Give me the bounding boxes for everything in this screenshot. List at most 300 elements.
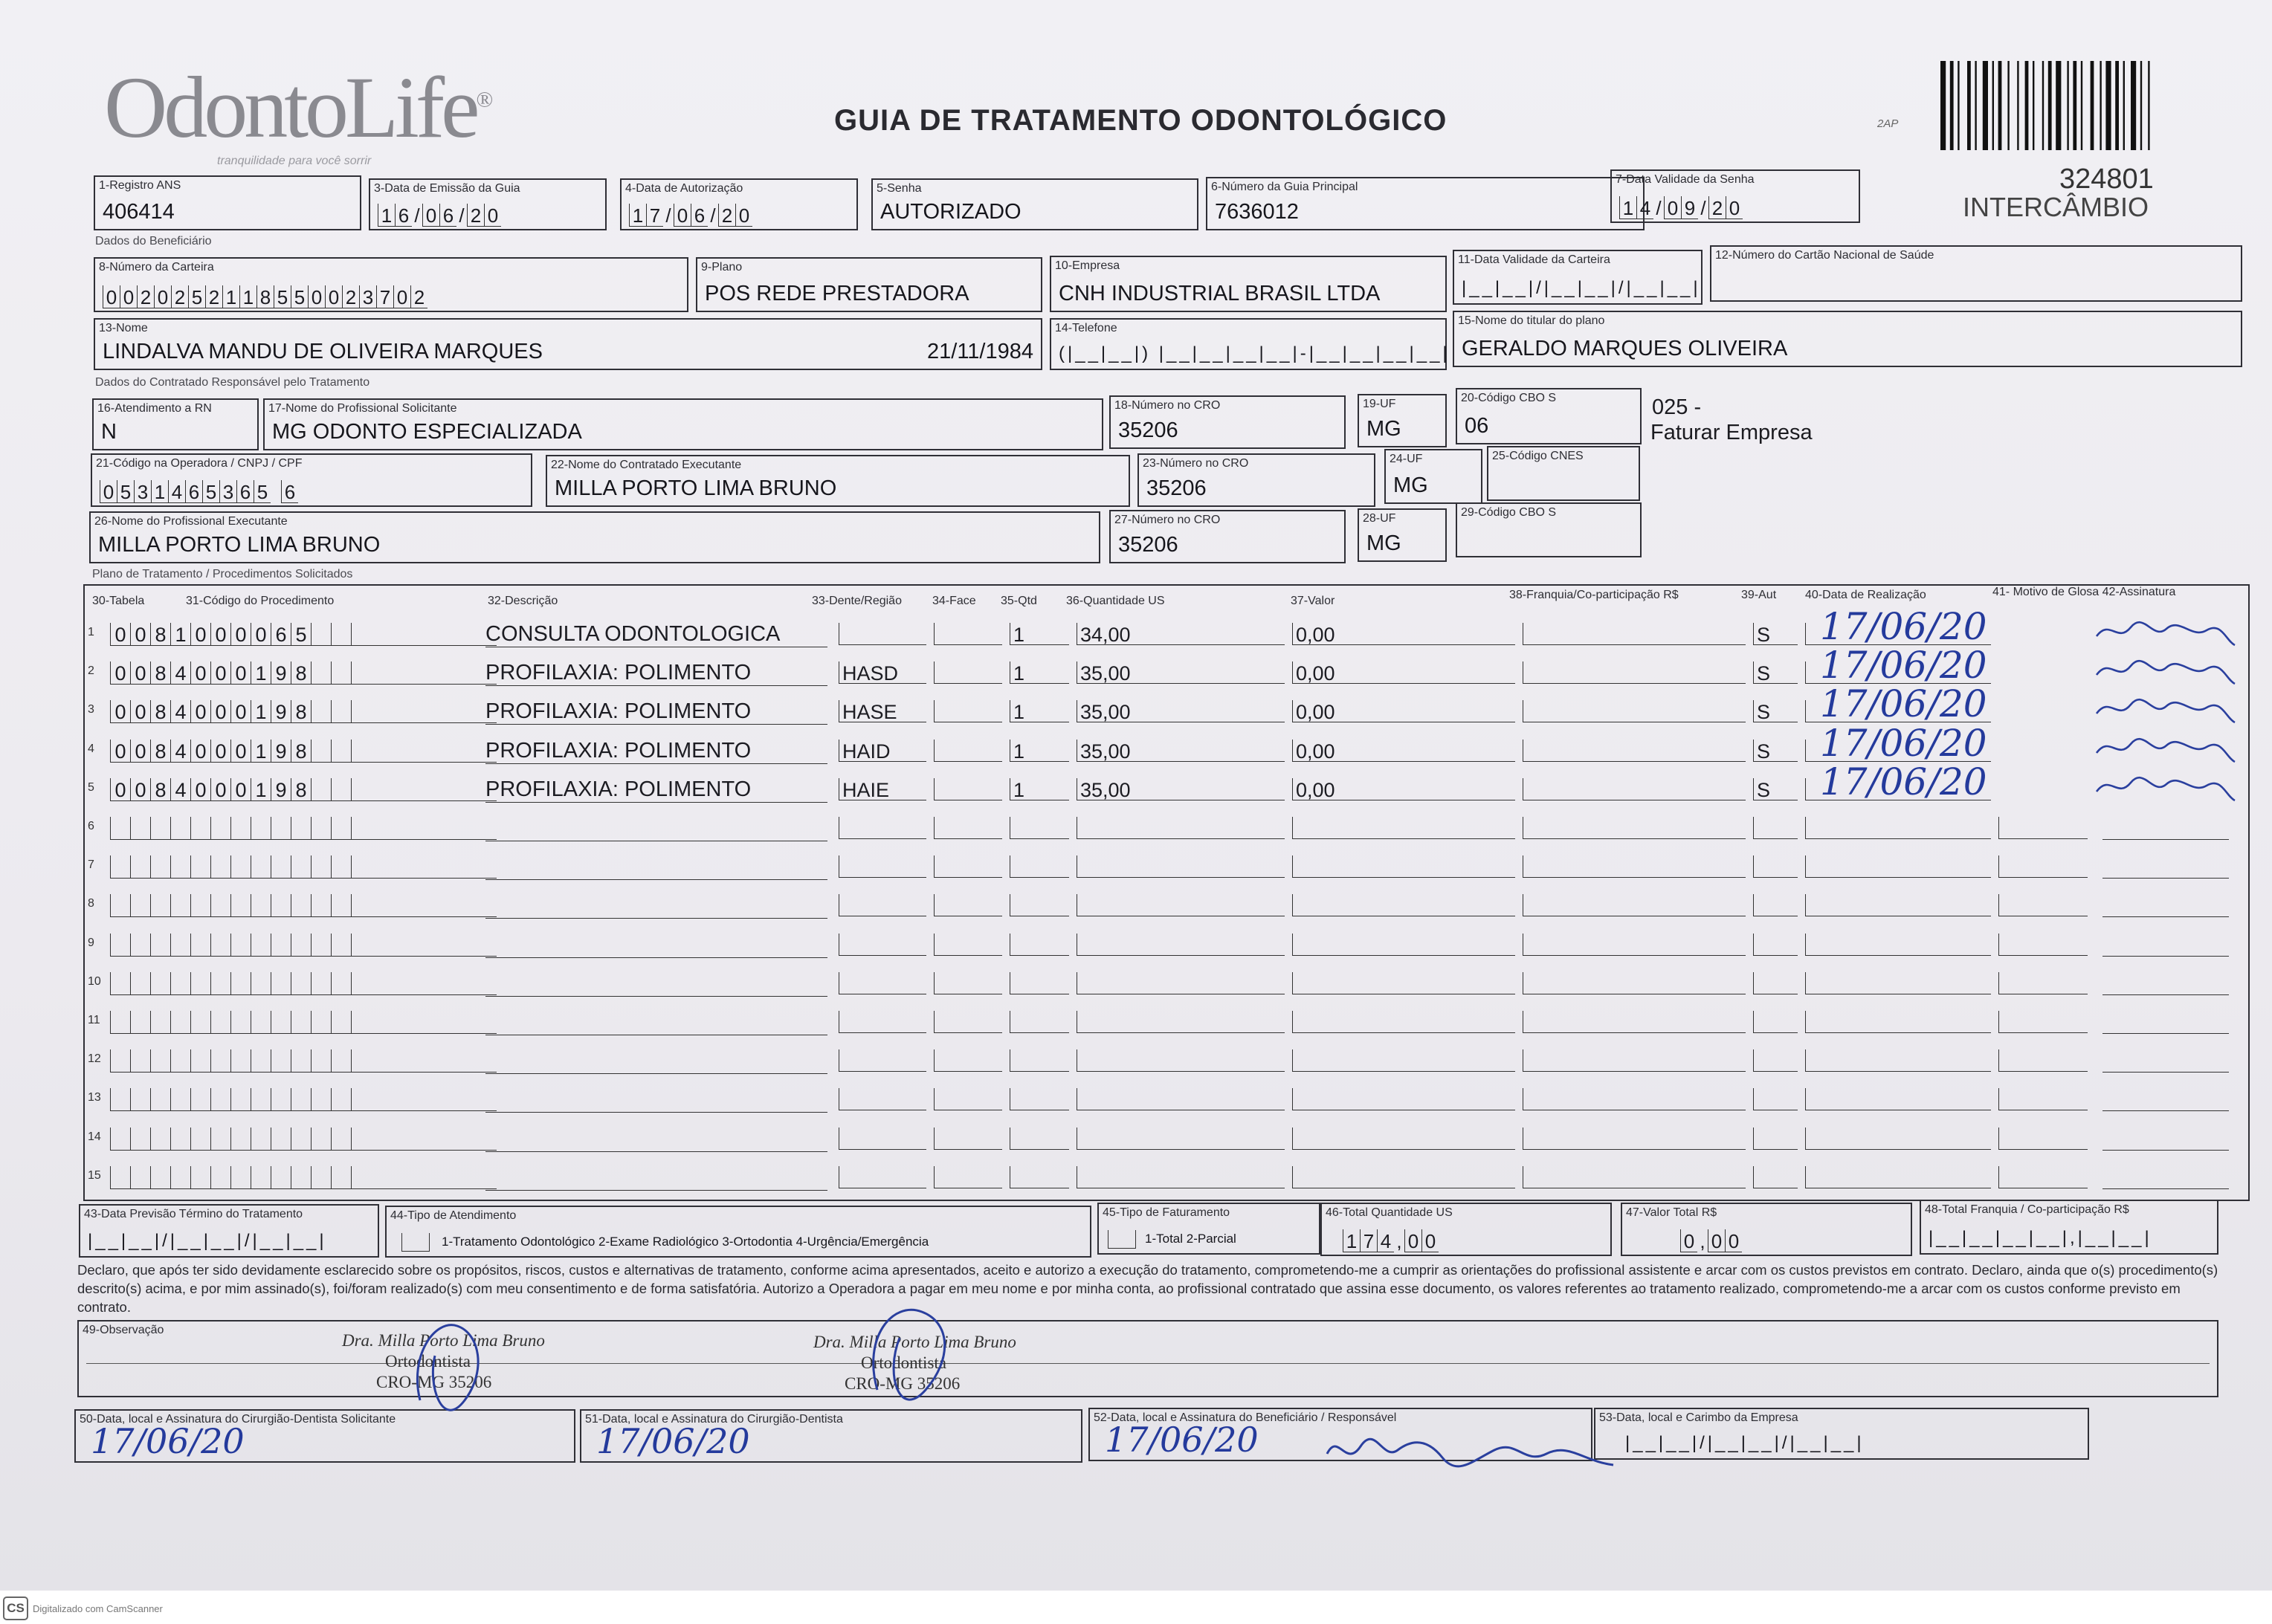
camscanner-logo: CS: [3, 1596, 28, 1620]
field-tipo-atendimento: [385, 1206, 1091, 1258]
digit-box: [210, 972, 230, 994]
digit-box: 5: [291, 285, 308, 308]
digit-box: [251, 1128, 271, 1150]
field-label: 23-Número no CRO: [1143, 457, 1249, 470]
digit-box: 8: [256, 285, 274, 308]
digit-box: [170, 1128, 190, 1150]
face: [934, 1128, 1002, 1150]
digit-box: 0: [230, 740, 251, 762]
digit-box: 6: [281, 480, 298, 503]
field-label: 44-Tipo de Atendimento: [390, 1209, 517, 1222]
procedure-code: [110, 661, 497, 685]
digit-box: [210, 1088, 230, 1110]
barcode-bar: [2048, 61, 2052, 150]
digit-box: 2: [718, 204, 735, 227]
digit-box: [351, 972, 371, 994]
digit-box: [351, 1128, 371, 1150]
signature-stroke: [2097, 777, 2235, 800]
empty-procedure-row: [88, 1081, 2244, 1119]
copay: [1523, 817, 1746, 839]
tooth-region: [839, 817, 926, 839]
digit-box: 1: [251, 740, 271, 762]
date-digits: [629, 204, 752, 227]
col-tabela: 30-Tabela: [92, 595, 145, 607]
digit-box: [311, 972, 331, 994]
digit-box: 2: [1708, 196, 1726, 219]
tooth-region: [839, 894, 926, 916]
tooth-region: [839, 1088, 926, 1110]
form-code: 324801: [2059, 164, 2154, 195]
digit-box: [271, 1049, 291, 1072]
digit-box: [190, 1088, 210, 1110]
digit-box: 8: [291, 778, 311, 800]
digit-box: [331, 1128, 351, 1150]
stamp-signature-2: [855, 1293, 959, 1405]
copay: [1523, 1011, 1746, 1033]
stamp-signature-1: [405, 1311, 494, 1415]
digit-box: [210, 894, 230, 916]
digit-box: [130, 1011, 150, 1033]
field-data-emissao: [369, 178, 607, 230]
digit-box: [210, 855, 230, 878]
empty-procedure-row: [88, 965, 2244, 1003]
field-value: 35206: [1146, 476, 1207, 500]
copay: [1523, 934, 1746, 956]
digit-box: [150, 1049, 170, 1072]
glosa: [1998, 1011, 2088, 1033]
field-carimbo-empresa: [1594, 1408, 2089, 1460]
quantity-us: [1077, 972, 1285, 994]
declaration-text: Declaro, que após ter sido devidamente esclarecido sobre os propósitos, riscos, custos e alternativas de tratamento, conforme acima apresentados, aceito e autorizo a execução do tratamento, comprometendo-me a cumprir as orientações do profissional assistente e arcar com os custos previstos em contrato. Declaro, ainda que o(s) procedimento(s) descrito(s) acima, e por mim assinado(s), foi/foram realizado(s) com meu consentimento e de forma satisfatória. Autorizo a Operadora a pagar em meu nome e por minha conta, ao profissional contratado que assina esse documento, os valores referentes ao tratamento realizado, comprometendo-me a arcar com os custos conforme previsto em contrato.: [77, 1262, 2218, 1315]
digit-box: 0: [325, 285, 342, 308]
field-value: 35206: [1118, 533, 1178, 557]
digit-box: 0: [1404, 1229, 1421, 1252]
procedure-code: [110, 623, 497, 646]
signature-line: [2102, 1188, 2229, 1189]
digit-box: [190, 894, 210, 916]
signature-line: [2102, 1150, 2229, 1151]
glosa: [1998, 817, 2088, 839]
digit-box: [291, 1166, 311, 1188]
digit-box: 0: [230, 623, 251, 645]
digit-box: [311, 1049, 331, 1072]
empty-procedure-row: [88, 1120, 2244, 1159]
digit-box: 1: [1619, 196, 1636, 219]
digit-box: 6: [439, 204, 456, 227]
digit-box: [311, 700, 331, 722]
signature-line: [2102, 878, 2229, 879]
digit-box: [351, 700, 371, 722]
col-dente: 33-Dente/Região: [812, 595, 902, 607]
field-label: 11-Data Validade da Carteira: [1458, 253, 1610, 266]
digit-box: [311, 1088, 331, 1110]
digit-box: [190, 1128, 210, 1150]
signature-line: [2102, 1033, 2229, 1034]
digit-box: [271, 1088, 291, 1110]
digit-box: 0: [1421, 1229, 1439, 1252]
digit-box: [351, 623, 371, 645]
handwritten-date: 17/06/20: [1820, 605, 1987, 648]
field-label: 20-Código CBO S: [1461, 392, 1557, 404]
field-cnes-25: [1487, 446, 1640, 501]
quantity: [1010, 1128, 1069, 1150]
procedure-description: [485, 1165, 827, 1191]
quantity: [1010, 972, 1069, 994]
digit-box: [150, 1088, 170, 1110]
digit-box: [110, 1011, 130, 1033]
digit-box: [251, 894, 271, 916]
section-beneficiario: Dados do Beneficiário: [95, 235, 212, 248]
field-guia-principal: [1206, 177, 1645, 230]
digit-box: [331, 934, 351, 956]
barcode-bar: [2131, 61, 2136, 150]
quantity: [1010, 894, 1069, 916]
quantity-us: 35,00: [1077, 700, 1285, 722]
signature-stroke: [2097, 622, 2235, 645]
handwritten-date: 17/06/20: [596, 1421, 750, 1461]
barcode-bar: [2100, 61, 2101, 150]
authorization: [1753, 855, 1798, 878]
field-assinatura-solicitante: [74, 1409, 575, 1463]
col-franquia: 38-Franquia/Co-participação R$: [1509, 589, 1679, 601]
digit-box: [130, 855, 150, 878]
digit-box: 9: [271, 740, 291, 762]
stamp-name: Dra. Milla Porto Lima Bruno: [342, 1331, 545, 1350]
authorization: S: [1753, 661, 1798, 684]
procedure-description: CONSULTA ODONTOLOGICA: [485, 621, 827, 647]
digit-box: /: [414, 204, 420, 227]
authorization: [1753, 1049, 1798, 1072]
value: [1292, 1088, 1515, 1110]
field-label: 6-Número da Guia Principal: [1211, 181, 1358, 193]
barcode-bar: [2081, 61, 2082, 150]
glosa: [1998, 934, 2088, 956]
digit-box: [130, 894, 150, 916]
field-profissional-solicitante: [263, 398, 1103, 450]
digit-box: 9: [271, 661, 291, 684]
glosa: [1998, 1049, 2088, 1072]
digit-box: 1: [251, 661, 271, 684]
face: [934, 740, 1002, 762]
glosa: [1998, 894, 2088, 916]
stamp-role: Ortodontista: [861, 1353, 946, 1372]
field-label: 26-Nome do Profissional Executante: [94, 515, 288, 528]
authorization: [1753, 817, 1798, 839]
field-label: 19-UF: [1363, 398, 1396, 410]
copay: [1523, 1088, 1746, 1110]
glosa: [1998, 855, 2088, 878]
value: 0,00: [1292, 661, 1515, 684]
digit-box: 0: [110, 740, 130, 762]
field-nome: [94, 318, 1042, 370]
digit-box: [311, 778, 331, 800]
digit-box: 1: [629, 204, 646, 227]
digit-box: [170, 817, 190, 839]
face: [934, 778, 1002, 800]
field-uf-24: [1384, 449, 1482, 504]
face: [934, 1166, 1002, 1188]
digit-box: 0: [110, 623, 130, 645]
tooth-region: HASD: [839, 661, 926, 684]
checkbox-tipo-atendimento[interactable]: [401, 1233, 430, 1252]
field-plano: [696, 257, 1042, 312]
copay: [1523, 1128, 1746, 1150]
field-label: 47-Valor Total R$: [1626, 1206, 1717, 1219]
realization-date: [1805, 855, 1991, 878]
field-value: MG: [1393, 473, 1428, 497]
digit-box: [271, 894, 291, 916]
digit-box: [230, 1049, 251, 1072]
digit-box: 0: [251, 623, 271, 645]
authorization: S: [1753, 778, 1798, 800]
tooth-region: [839, 855, 926, 878]
value: [1292, 855, 1515, 878]
quantity-us: [1077, 817, 1285, 839]
digit-box: [251, 1011, 271, 1033]
digit-box: 1: [170, 623, 190, 645]
digit-box: [150, 934, 170, 956]
col-data-realizacao: 40-Data de Realização: [1805, 589, 1926, 601]
digit-box: [311, 934, 331, 956]
digit-box: [291, 817, 311, 839]
digit-box: ,: [1396, 1230, 1402, 1252]
digit-box: [230, 894, 251, 916]
field-label: 43-Data Previsão Término do Tratamento: [84, 1208, 303, 1220]
empty-phone-mask: (|__|__|) |__|__|__|__|-|__|__|__|__|: [1059, 343, 1450, 363]
digit-box: 0: [130, 740, 150, 762]
field-total-franquia: [1920, 1200, 2218, 1255]
row-number: 10: [88, 974, 101, 988]
procedure-code: [110, 700, 497, 723]
digit-box: 0: [393, 285, 410, 308]
tooth-region: [839, 623, 926, 645]
authorization: [1753, 1128, 1798, 1150]
handwritten-date: 17/06/20: [1820, 682, 1987, 726]
digit-box: 0: [103, 285, 120, 308]
note-025: 025 -: [1652, 395, 1702, 419]
digit-box: [130, 1166, 150, 1188]
field-label: 14-Telefone: [1055, 322, 1117, 334]
digit-box: 7: [376, 285, 393, 308]
signature-line: [2102, 1110, 2229, 1111]
face: [934, 700, 1002, 722]
total-valor-digits: [1680, 1229, 1742, 1252]
stamp-name: Dra. Milla Porto Lima Bruno: [813, 1333, 1016, 1351]
digit-box: [291, 1011, 311, 1033]
value: 0,00: [1292, 740, 1515, 762]
digit-box: [210, 1011, 230, 1033]
field-value: MG ODONTO ESPECIALIZADA: [272, 420, 582, 444]
barcode-bar: [2033, 61, 2034, 150]
card-digits: [103, 285, 427, 308]
barcode-bar: [1940, 61, 1946, 150]
digit-box: 6: [395, 204, 412, 227]
digit-box: 1: [222, 285, 239, 308]
tooth-region: [839, 1128, 926, 1150]
field-label: 7-Data Validade da Senha: [1616, 173, 1755, 186]
field-label: 5-Senha: [877, 182, 922, 195]
digit-box: 0: [210, 740, 230, 762]
digit-box: [351, 661, 371, 684]
quantity-us: 35,00: [1077, 661, 1285, 684]
digit-box: /: [710, 204, 716, 227]
digit-box: 0: [422, 204, 439, 227]
face: [934, 623, 1002, 645]
quantity: 1: [1010, 661, 1069, 684]
digit-box: [311, 1128, 331, 1150]
digit-box: [291, 1128, 311, 1150]
digit-box: [351, 934, 371, 956]
date-digits: [1619, 196, 1743, 219]
digit-box: [351, 1049, 371, 1072]
digit-box: [291, 1088, 311, 1110]
field-validade-senha: [1610, 169, 1860, 223]
field-label: 10-Empresa: [1055, 259, 1120, 272]
tooth-region: [839, 972, 926, 994]
quantity-us: [1077, 1011, 1285, 1033]
digit-box: [331, 1049, 351, 1072]
digit-box: /: [459, 204, 465, 227]
handwritten-note: 2AP: [1877, 117, 1899, 130]
digit-box: 0: [484, 204, 501, 227]
digit-box: 0: [210, 700, 230, 722]
field-value: MILLA PORTO LIMA BRUNO: [555, 476, 837, 500]
digit-box: [311, 1166, 331, 1188]
barcode-bar: [1967, 61, 1971, 150]
field-value: AUTORIZADO: [880, 200, 1022, 224]
digit-box: 0: [308, 285, 325, 308]
section-contratado: Dados do Contratado Responsável pelo Tratamento: [95, 376, 370, 389]
digit-box: /: [665, 204, 671, 227]
realization-date: [1805, 1011, 1991, 1033]
field-label: 27-Número no CRO: [1114, 514, 1221, 526]
copay: [1523, 1166, 1746, 1188]
scanner-footer: [0, 1591, 2272, 1624]
tooth-region: [839, 1166, 926, 1188]
row-number: 15: [88, 1168, 101, 1182]
digit-box: [331, 855, 351, 878]
digit-box: [230, 1128, 251, 1150]
procedure-description: PROFILAXIA: POLIMENTO: [485, 699, 827, 725]
digit-box: 0: [674, 204, 691, 227]
barcode-bar: [2056, 61, 2061, 150]
form-code-sub: INTERCÂMBIO: [1963, 192, 2149, 222]
value: [1292, 817, 1515, 839]
empty-date-mask: |__|__|/|__|__|/|__|__|: [1625, 1433, 1865, 1453]
handwritten-date: 17/06/20: [1105, 1420, 1259, 1460]
digit-box: 3: [134, 480, 151, 503]
digit-box: [210, 1049, 230, 1072]
digit-box: 2: [137, 285, 154, 308]
field-atendimento-rn: [92, 398, 259, 450]
digit-box: 0: [130, 700, 150, 722]
digit-box: 2: [467, 204, 484, 227]
field-label: 18-Número no CRO: [1114, 399, 1221, 412]
field-label: 22-Nome do Contratado Executante: [551, 459, 742, 471]
field-value: LINDALVA MANDU DE OLIVEIRA MARQUES: [103, 340, 543, 363]
authorization: [1753, 894, 1798, 916]
signature-line: [2102, 1072, 2229, 1073]
field-label: 1-Registro ANS: [99, 179, 181, 192]
value: [1292, 1166, 1515, 1188]
tooth-region: [839, 1049, 926, 1072]
digit-box: [150, 972, 170, 994]
digit-box: [210, 817, 230, 839]
quantity: [1010, 1088, 1069, 1110]
row-number: 4: [88, 742, 94, 755]
tooth-region: HAIE: [839, 778, 926, 800]
col-descricao: 32-Descrição: [488, 595, 558, 607]
procedure-description: [485, 854, 827, 880]
face: [934, 817, 1002, 839]
digit-box: 0: [190, 778, 210, 800]
field-label: 29-Código CBO S: [1461, 506, 1557, 519]
procedure-description: [485, 971, 827, 997]
digit-box: [190, 1049, 210, 1072]
digit-box: [210, 1166, 230, 1188]
digit-box: [311, 855, 331, 878]
field-label: 45-Tipo de Faturamento: [1103, 1206, 1230, 1219]
digit-box: [110, 1166, 130, 1188]
face: [934, 972, 1002, 994]
digit-box: [150, 817, 170, 839]
procedure-description: [485, 1126, 827, 1152]
field-options: 1-Total 2-Parcial: [1145, 1232, 1236, 1246]
barcode-bar: [2091, 61, 2094, 150]
digit-box: [271, 934, 291, 956]
checkbox-tipo-faturamento[interactable]: [1108, 1230, 1136, 1249]
digit-box: 0: [110, 778, 130, 800]
digit-box: [251, 817, 271, 839]
empty-procedure-row: [88, 1003, 2244, 1042]
digit-box: [170, 1166, 190, 1188]
empty-procedure-row: [88, 1159, 2244, 1197]
digit-box: [271, 817, 291, 839]
barcode-bar: [2017, 61, 2018, 150]
digit-box: [351, 817, 371, 839]
barcode-bar: [2073, 61, 2076, 150]
digit-box: 0: [110, 700, 130, 722]
procedure-code: [110, 1049, 497, 1073]
digit-box: 5: [274, 285, 291, 308]
field-value: N: [101, 420, 117, 444]
procedure-description: PROFILAXIA: POLIMENTO: [485, 738, 827, 764]
barcode-bar: [1950, 61, 1954, 150]
procedure-code: [110, 817, 497, 840]
glosa: [1998, 1088, 2088, 1110]
realization-date: [1805, 894, 1991, 916]
digit-box: 4: [170, 740, 190, 762]
barcode-bar: [2067, 61, 2068, 150]
digit-box: 6: [271, 623, 291, 645]
digit-box: [230, 1011, 251, 1033]
row-number: 13: [88, 1091, 101, 1104]
handwritten-date: 17/06/20: [1820, 760, 1987, 803]
value: [1292, 972, 1515, 994]
copay: [1523, 1049, 1746, 1072]
cnpj-digits: [100, 480, 298, 503]
barcode-bar: [2105, 61, 2111, 150]
glosa: [1998, 1128, 2088, 1150]
digit-box: 9: [271, 778, 291, 800]
face: [934, 1011, 1002, 1033]
authorization: S: [1753, 623, 1798, 645]
realization-date: [1805, 934, 1991, 956]
digit-box: [331, 972, 351, 994]
quantity: 1: [1010, 623, 1069, 645]
signature-stroke: [2097, 661, 2235, 684]
value: [1292, 894, 1515, 916]
